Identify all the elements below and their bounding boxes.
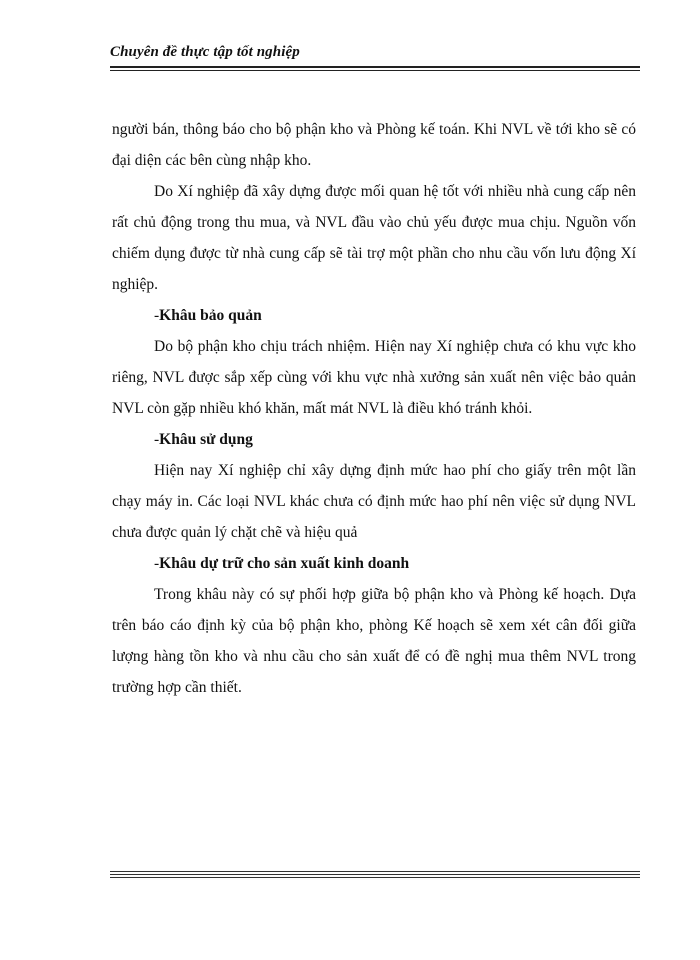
document-body xyxy=(112,114,636,703)
heading-dash: - xyxy=(154,307,160,324)
paragraph-continuation: người bán, thông báo cho bộ phận kho và Phòng kế toán. Khi NVL về tới kho sẽ có đại diện các bên cùng nhập kho. xyxy=(112,121,636,169)
section-heading-usage xyxy=(112,424,636,455)
paragraph-usage: Hiện nay Xí nghiệp chỉ xây dựng định mức hao phí cho giấy trên một lần chạy máy in. Các loại NVL khác chưa có định mức hao phí nên việc sử dụng NVL chưa được quản lý chặt chẽ và hiệu quả xyxy=(112,462,636,541)
footer-divider xyxy=(110,871,640,872)
heading-text: Khâu dự trữ cho sản xuất kinh doanh xyxy=(159,555,410,572)
section-heading-reserve xyxy=(112,548,636,579)
heading-dash: - xyxy=(154,555,160,572)
section-heading-storage xyxy=(112,300,636,331)
header-divider xyxy=(110,66,640,68)
footer-divider xyxy=(110,874,640,875)
heading-dash: - xyxy=(154,431,160,448)
heading-text: Khâu bảo quản xyxy=(159,307,262,324)
footer-divider xyxy=(110,877,640,878)
paragraph-storage: Do bộ phận kho chịu trách nhiệm. Hiện nay Xí nghiệp chưa có khu vực kho riêng, NVL được sắp xếp cùng với khu vực nhà xưởng sản xuất nên việc bảo quản NVL còn gặp nhiều khó khăn, mất mát NVL là điều khó tránh khỏi. xyxy=(112,338,636,417)
heading-text: Khâu sử dụng xyxy=(159,431,253,448)
page-header-title: Chuyên đề thực tập tốt nghiệp xyxy=(110,44,300,60)
header-divider-thin xyxy=(110,70,640,71)
paragraph-suppliers: Do Xí nghiệp đã xây dựng được mối quan hệ tốt với nhiều nhà cung cấp nên rất chủ động trong thu mua, và NVL đầu vào chủ yếu được mua chịu. Nguồn vốn chiếm dụng được từ nhà cung cấp sẽ tài trợ một phần cho nhu cầu vốn lưu động Xí nghiệp. xyxy=(112,183,636,293)
paragraph-reserve: Trong khâu này có sự phối hợp giữa bộ phận kho và Phòng kế hoạch. Dựa trên báo cáo định kỳ của bộ phận kho, phòng Kế hoạch sẽ xem xét cân đối giữa lượng hàng tồn kho và nhu cầu cho sản xuất để có đề nghị mua thêm NVL trong trường hợp cần thiết. xyxy=(112,586,636,696)
